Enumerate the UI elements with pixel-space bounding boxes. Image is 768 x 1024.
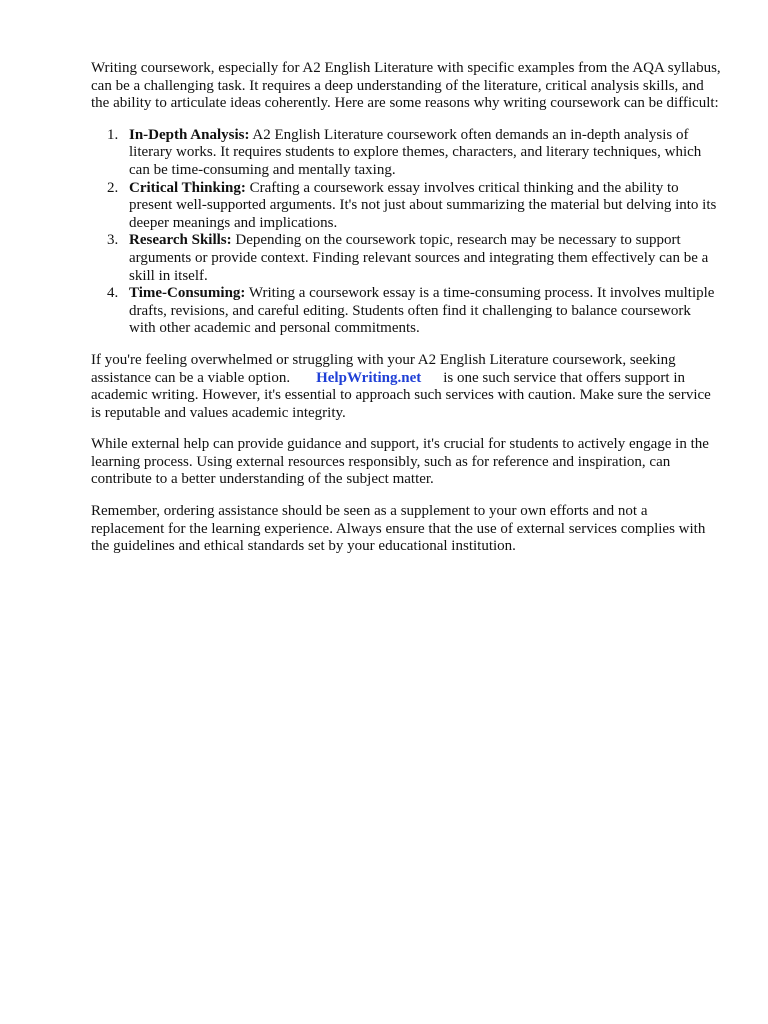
- external-help-paragraph: While external help can provide guidance and support, it's crucial for students to actively engage in the learning process. Using external resources responsibly, such as for reference and inspiration, can contribute to a better understanding of the subject matter.: [91, 436, 709, 488]
- intro-paragraph: Writing coursework, especially for A2 English Literature with specific examples from the AQA syllabus, can be a challenging task. It requires a deep understanding of the literature, critical analysis skills, and the ability to articulate ideas coherently. Here are some reasons why writing coursework can be difficult:: [91, 60, 721, 112]
- closing-paragraph: Remember, ordering assistance should be seen as a supplement to your own efforts and not a replacement for the learning experience. Always ensure that the use of external services complies with the guidelines and ethical standards set by your educational institution.: [91, 503, 706, 555]
- reason-text: A2 English Literature coursework often demands an in-depth analysis of literary works. It requires students to explore themes, characters, and literary techniques, which can be time-consuming and mentally taxing.: [129, 126, 702, 178]
- reason-number: 4.: [107, 285, 119, 302]
- reason-number: 1.: [107, 126, 119, 143]
- reason-item: [91, 127, 721, 180]
- assistance-text-before: If you're feeling overwhelmed or struggling with your A2 English Literature coursework, seeking assistance can be a viable option.: [91, 351, 676, 386]
- assistance-text-after: is one such service that offers support in academic writing. However, it's essential to approach such services with caution. Make sure the service is reputable and values academic integrity.: [91, 369, 711, 421]
- reason-text: Writing a coursework essay is a time-consuming process. It involves multiple drafts, revisions, and careful editing. Students often find it challenging to balance coursework with other academic and personal commitments.: [129, 285, 715, 337]
- reason-term: Critical Thinking:: [129, 179, 246, 196]
- reason-number: 2.: [107, 179, 119, 196]
- helpwriting-link[interactable]: HelpWriting.net: [316, 369, 422, 386]
- reason-text: Crafting a coursework essay involves critical thinking and the ability to present well-supported arguments. It's not just about summarizing the material but delving into its deeper meanings and implications.: [129, 179, 717, 231]
- assistance-paragraph: [91, 352, 721, 422]
- reason-item: [91, 232, 721, 285]
- reasons-list: [91, 127, 721, 338]
- reason-term: In-Depth Analysis:: [129, 126, 250, 143]
- reason-item: [91, 180, 721, 233]
- document-page: [91, 60, 721, 570]
- reason-term: Research Skills:: [129, 232, 232, 249]
- reason-text: Depending on the coursework topic, research may be necessary to support arguments or provide context. Finding relevant sources and integrating them effectively can be a skill in itself.: [129, 232, 709, 284]
- reason-term: Time-Consuming:: [129, 285, 246, 302]
- reason-item: [91, 285, 721, 338]
- reason-number: 3.: [107, 232, 119, 249]
